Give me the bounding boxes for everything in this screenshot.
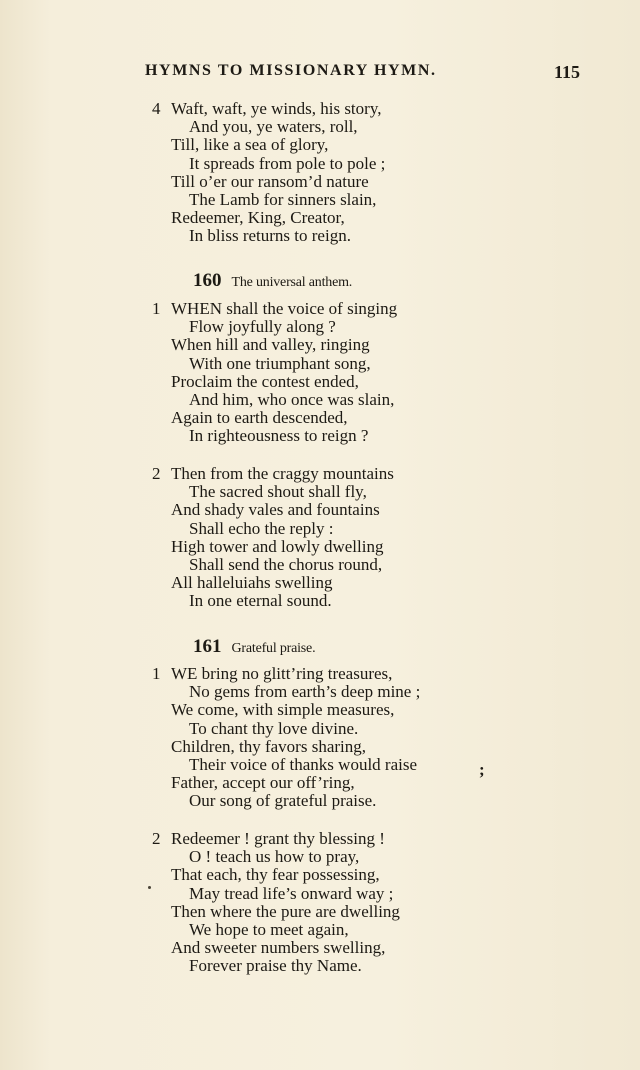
verse-line: And you, ye waters, roll, <box>189 117 358 137</box>
verse-number: 4 <box>152 99 161 118</box>
page-header <box>145 62 580 84</box>
verse-line: Proclaim the contest ended, <box>171 371 359 391</box>
verse-line: And shady vales and fountains <box>171 500 380 520</box>
stanza-prev-4 <box>150 100 385 246</box>
verse-line: Forever praise thy Name. <box>189 956 362 976</box>
page-number: 115 <box>553 62 580 82</box>
verse-line: We hope to meet again, <box>189 919 349 939</box>
verse-line: Flow joyfully along ? <box>189 317 336 337</box>
verse-number: 1 <box>152 299 161 318</box>
verse-line: The sacred shout shall fly, <box>189 482 367 502</box>
hymn-161-stanza-1 <box>150 665 420 811</box>
verse-line: And him, who once was slain, <box>189 389 395 409</box>
verse-line: O ! teach us how to pray, <box>189 847 360 867</box>
verse-line: Redeemer, King, Creator, <box>171 208 345 228</box>
verse-line: Children, thy favors sharing, <box>171 736 366 756</box>
hymn-160-heading <box>193 270 352 294</box>
hymn-title: Grateful praise. <box>231 641 316 656</box>
hymn-number: 161 <box>193 636 222 657</box>
verse-line: When hill and valley, ringing <box>171 335 370 355</box>
verse-line: It spreads from pole to pole ; <box>189 153 386 173</box>
verse-line: Their voice of thanks would raise <box>189 754 418 774</box>
hymn-title: The universal anthem. <box>231 275 353 290</box>
hymn-160-stanza-2 <box>150 465 394 611</box>
hymn-160-stanza-1 <box>150 300 397 446</box>
hymn-number: 160 <box>193 270 222 291</box>
verse-line: Shall send the chorus round, <box>189 554 383 574</box>
verse-line: Our song of grateful praise. <box>189 791 377 811</box>
verse-number: 2 <box>152 829 161 848</box>
verse-line: We come, with simple measures, <box>171 700 395 720</box>
verse-line: Again to earth descended, <box>171 408 348 428</box>
verse-line: 1 WE bring no glitt’ring treasures, <box>152 664 393 683</box>
verse-line: 2 Then from the craggy mountains <box>152 464 394 483</box>
verse-line: That each, thy fear possessing, <box>171 865 380 885</box>
verse-line: To chant thy love divine. <box>189 718 359 738</box>
verse-line: May tread life’s onward way ; <box>189 883 394 903</box>
verse-line: In righteousness to reign ? <box>189 426 369 446</box>
verse-number: 2 <box>152 464 161 483</box>
verse-line: And sweeter numbers swelling, <box>171 938 386 958</box>
verse-line: Till o’er our ransom’d nature <box>171 171 369 191</box>
hymn-161-stanza-2 <box>150 830 400 976</box>
verse-line: No gems from earth’s deep mine ; <box>189 682 421 702</box>
running-title: HYMNS TO MISSIONARY HYMN. <box>145 62 437 79</box>
verse-line: All halleluiahs swelling <box>171 573 333 593</box>
verse-line: With one triumphant song, <box>189 353 371 373</box>
verse-line: High tower and lowly dwelling <box>171 536 384 556</box>
verse-line: Then where the pure are dwelling <box>171 901 400 921</box>
verse-line: Father, accept our off’ring, <box>171 773 355 793</box>
verse-line: 4 Waft, waft, ye winds, his story, <box>152 99 382 118</box>
verse-number: 1 <box>152 664 161 683</box>
ink-speck <box>148 886 151 889</box>
hymn-161-heading <box>193 636 315 660</box>
verse-line: In one eternal sound. <box>189 591 332 611</box>
verse-line: The Lamb for sinners slain, <box>189 189 377 209</box>
verse-line: 1 WHEN shall the voice of singing <box>152 299 398 318</box>
verse-line: Till, like a sea of glory, <box>171 135 329 155</box>
stray-punctuation: ; <box>479 760 485 779</box>
verse-line: Shall echo the reply : <box>189 518 334 538</box>
verse-line: 2 Redeemer ! grant thy blessing ! <box>152 829 385 848</box>
verse-line: In bliss returns to reign. <box>189 226 351 246</box>
